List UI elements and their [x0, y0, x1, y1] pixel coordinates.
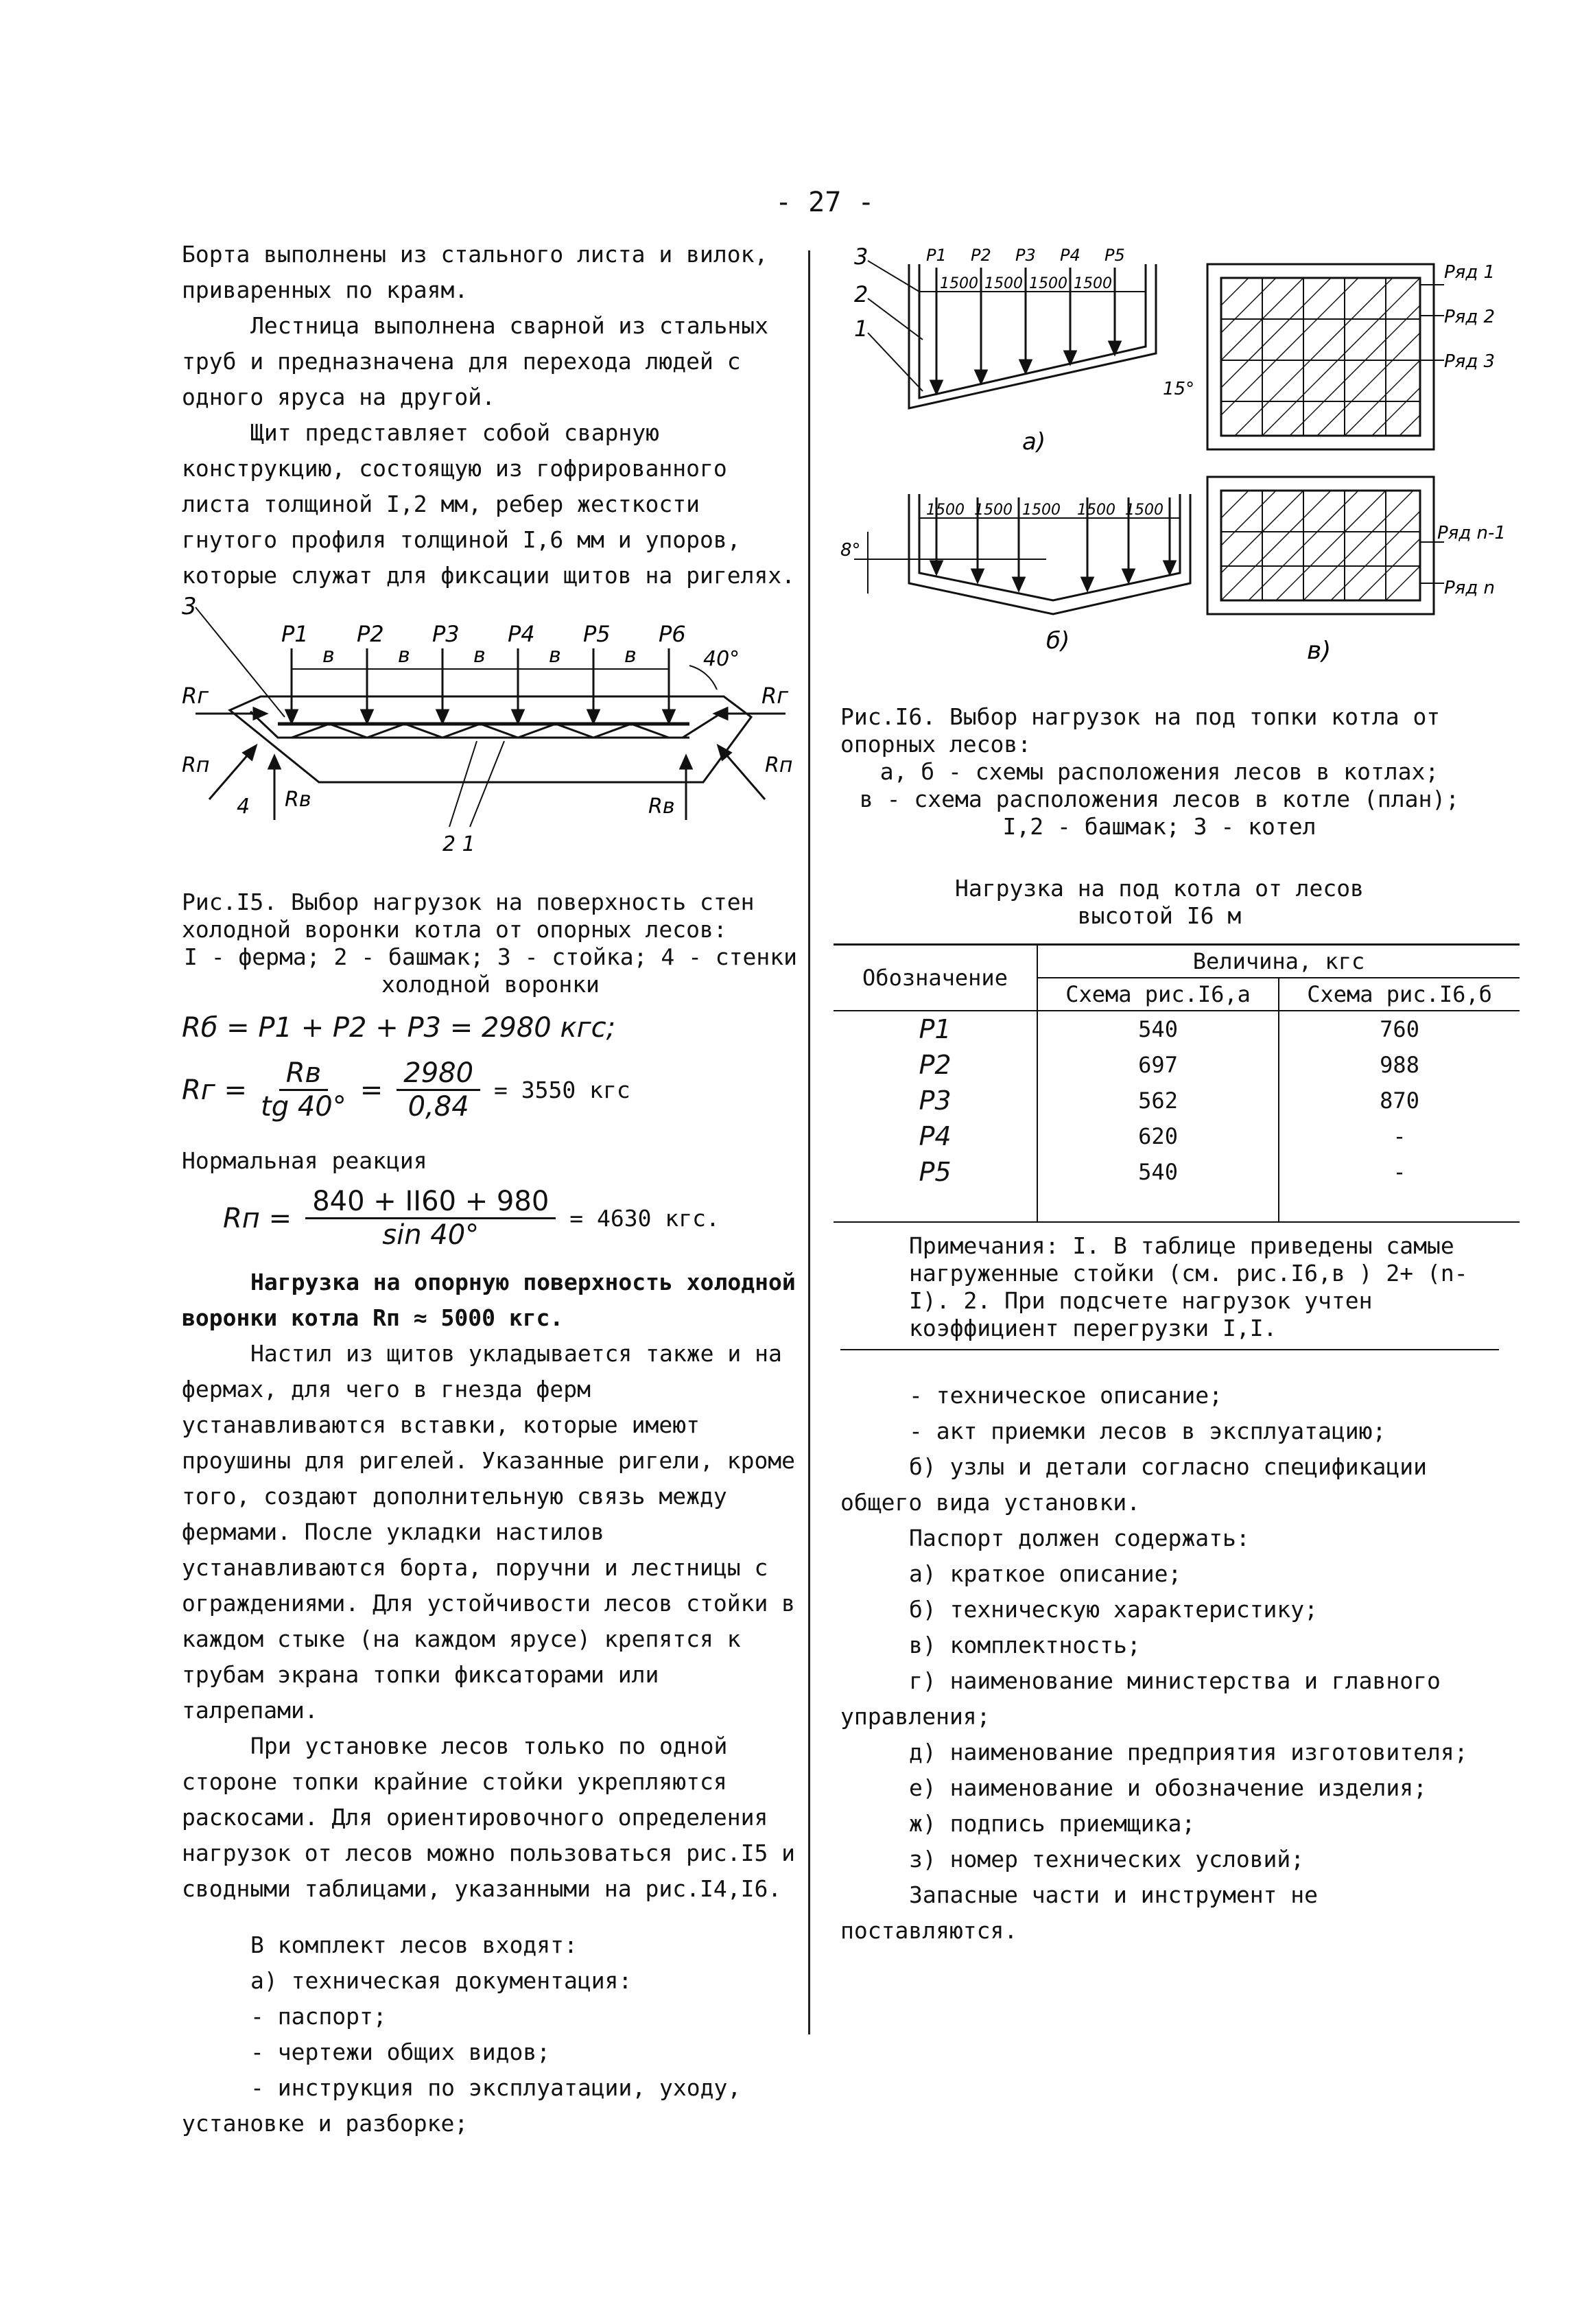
figure-16-legend-parts: I,2 - башмак; 3 - котел [1002, 813, 1316, 840]
table-note: Примечания: I. В таблице приведены самые нагруженные стойки (см. рис.I6,в ) 2+ (n-I). 2. При подсчете нагрузок учтен коэффициент перегрузки I,I. [840, 1232, 1499, 1350]
paragraph-ladder: Лестница выполнена сварной из стальных труб и предназначена для перехода людей с одного яруса на другой. [182, 312, 768, 410]
fig16-label-2: 2 [854, 281, 869, 307]
fig16-sub-b: б) [1046, 627, 1070, 655]
figure-16-legend-ab: а, б - схемы расположения лесов в котлах; [879, 758, 1439, 785]
kit-item-a: а) техническая документация: [250, 1967, 633, 1994]
fig16-label-3: 3 [854, 244, 869, 270]
label-p3: P3 [432, 621, 460, 647]
fig16-dim-b3: 1500 [1022, 502, 1061, 519]
passport-item-f: е) наименование и обозначение изделия; [909, 1774, 1427, 1801]
formula-rg: Rг = Rв tg 40° = $\frac{2980}{0,84}$ = 3550 кгс [182, 1057, 630, 1123]
paragraph-one-side: При установке лесов только по одной стороне топки крайние стойки укрепляются раскосами. Для ориентировочного определения нагрузок от лесов можно пользоваться рис.I5 и сводными таблицами, указанными на рис.I4,I6. [182, 1733, 796, 1902]
table-subtitle: высотой I6 м [1077, 902, 1242, 929]
row-value-b: 988 [1380, 1052, 1419, 1078]
passport-item-g: ж) подпись приемщика; [909, 1810, 1196, 1837]
right-column [840, 237, 1506, 1949]
kit-item-a1: - паспорт; [250, 2003, 387, 2030]
fig16-label-1: 1 [854, 316, 869, 342]
truss-web [292, 724, 669, 738]
fig16-p1: P1 [926, 246, 947, 265]
header-value: Величина, кгс [1037, 945, 1520, 978]
normal-reaction-label: Нормальная реакция [182, 1147, 427, 1174]
label-p6: P6 [659, 621, 686, 647]
fig16-p3: P3 [1015, 246, 1036, 265]
fraction-3-num: 840 + II60 + 980 [305, 1186, 556, 1219]
passport-item-h: з) номер технических условий; [909, 1846, 1305, 1873]
figure-15-caption: Рис.I5. Выбор нагрузок на поверхность стен холодной воронки котла от опорных лесов: [182, 889, 755, 943]
row-name: P5 [834, 1154, 1037, 1222]
figure-16-caption: Рис.I6. Выбор нагрузок на под топки котла от опорных лесов: [840, 703, 1441, 758]
row-value-b: 870 [1380, 1088, 1419, 1114]
label-b-3: в [473, 644, 486, 668]
figure-16-diagram [840, 237, 1506, 690]
passport-item-d: г) наименование министерства и главного управления; [840, 1667, 1441, 1730]
kit-item-a3: - инструкция по эксплуатации, уходу, установке и разборке; [182, 2074, 742, 2137]
table-row [834, 1118, 1520, 1154]
kit-item-a2: - чертежи общих видов; [250, 2039, 551, 2065]
fig16-row-n: Ряд n [1444, 578, 1496, 598]
label-b-2: в [398, 644, 410, 668]
fraction-2-num: 2980 [397, 1057, 480, 1091]
row-value-b: - [1393, 1159, 1406, 1185]
fraction-1-num: Rв [279, 1057, 328, 1091]
row-value-a: 620 [1037, 1118, 1279, 1154]
paragraph-deck: Настил из щитов укладывается также и на фермах, для чего в гнезда ферм устанавливаются вставки, которые имеют проушины для ригелей. Указанные ригели, кроме того, создают дополнительную связь между фермами. После укладки настилов устанавливаются борта, поручни и лестницы с ограждениями. Для устойчивости лесов стойки в каждом стыке (на каждом ярусе) крепятся к трубам экрана топки фиксаторами или талрепами. [182, 1340, 796, 1724]
row-value-b: - [1393, 1123, 1406, 1149]
label-rn-left: Rп [182, 753, 210, 777]
label-4: 4 [237, 795, 250, 819]
row-value-a: 562 [1037, 1083, 1279, 1118]
fig16-dim-2: 1500 [984, 275, 1023, 292]
passport-item-c: в) комплектность; [909, 1632, 1141, 1658]
label-rn-right: Rп [765, 753, 793, 777]
label-p5: P5 [583, 621, 611, 647]
label-rb-left: Rв [285, 788, 311, 812]
fig16-p2: P2 [971, 246, 991, 265]
fraction-2 [397, 1057, 480, 1123]
table-row [834, 1154, 1520, 1222]
table-title: Нагрузка на под котла от лесов [954, 875, 1365, 902]
fig16-dim-1: 1500 [940, 275, 978, 292]
label-p2: P2 [357, 621, 384, 647]
list-units-details: б) узлы и детали согласно спецификации общего вида установки. [840, 1453, 1427, 1516]
label-rg-left: Rг [182, 683, 209, 709]
passport-item-b: б) техническую характеристику; [909, 1596, 1319, 1623]
table-row [834, 1083, 1520, 1118]
page-number: - 27 - [775, 187, 875, 218]
list-tech-description: - техническое описание; [909, 1382, 1222, 1409]
row-value-a: 540 [1037, 1011, 1279, 1047]
label-b-1: в [322, 644, 335, 668]
passport-item-a: а) краткое описание; [909, 1560, 1182, 1587]
fig16-p4: P4 [1060, 246, 1080, 265]
column-divider [808, 250, 810, 2034]
formula-rn [223, 1186, 799, 1251]
fig16-row2: Ряд 2 [1444, 307, 1496, 327]
label-3: 3 [182, 593, 197, 620]
label-b-4: в [549, 644, 561, 668]
fig16-sub-c: в) [1307, 637, 1332, 665]
fig16-dim-b1: 1500 [926, 502, 965, 519]
fig16-dim-b2: 1500 [974, 502, 1013, 519]
figure-16-legend-c: в - схема расположения лесов в котле (план); [859, 786, 1460, 812]
formula-rg-result: = 3550 кгс [494, 1076, 630, 1103]
fig16-row1: Ряд 1 [1444, 262, 1496, 283]
paragraph-load: Нагрузка на опорную поверхность холодной воронки котла Rп ≈ 5000 кгс. [182, 1269, 796, 1331]
paragraph-shield: Щит представляет собой сварную конструкцию, состоящую из гофрированного листа толщиной I,2 мм, ребер жесткости гнутого профиля толщиной I,6 мм и упоров, которые служат для фиксации щитов на ригелях. [182, 419, 796, 589]
fig16-p5: P5 [1105, 246, 1125, 265]
fig16-row3: Ряд 3 [1444, 351, 1496, 372]
list-acceptance-act: - акт приемки лесов в эксплуатацию; [909, 1418, 1386, 1444]
row-name: P1 [834, 1011, 1037, 1047]
formula-rg-lhs: Rг = [182, 1074, 248, 1106]
label-b-5: в [624, 644, 637, 668]
fraction-3 [305, 1186, 556, 1251]
row-name: P2 [834, 1047, 1037, 1083]
label-p4: P4 [508, 621, 535, 647]
row-name: P3 [834, 1083, 1037, 1118]
header-designation: Обозначение [834, 945, 1037, 1011]
fraction-2-den: 0,84 [407, 1091, 469, 1123]
paragraph-sides: Борта выполнены из стального листа и вилок, приваренных по краям. [182, 241, 768, 303]
spare-parts: Запасные части и инструмент не поставляются. [840, 1881, 1319, 1944]
formula-rn-result: = 4630 кгс. [569, 1204, 720, 1232]
fig16-dim-3: 1500 [1029, 275, 1067, 292]
figure-15-legend: I - ферма; 2 - башмак; 3 - стойка; 4 - стенки холодной воронки [183, 943, 798, 998]
fig16-sub-a: а) [1022, 428, 1046, 456]
formula-rb: Rб = P1 + P2 + P3 = 2980 кгс; [182, 1012, 616, 1044]
formula-rn-lhs: Rп = [223, 1202, 292, 1234]
row-value-a: 540 [1037, 1154, 1279, 1222]
fig16-dim-b5: 1500 [1125, 502, 1164, 519]
label-rb-right: Rв [648, 795, 675, 819]
table-row [834, 1011, 1520, 1047]
row-value-b: 760 [1380, 1016, 1419, 1042]
fig16-angle-8: 8° [840, 540, 861, 561]
label-angle-40: 40° [703, 647, 740, 671]
label-p1: P1 [281, 621, 309, 647]
row-name: P4 [834, 1118, 1037, 1154]
header-scheme-a: Схема рис.I6,а [1037, 978, 1279, 1011]
fraction-1-den: tg 40° [261, 1091, 346, 1123]
figure-15-diagram [182, 593, 799, 889]
fig16-angle-15: 15° [1163, 379, 1195, 399]
label-2-1: 2 1 [442, 832, 475, 856]
header-scheme-b: Схема рис.I6,б [1307, 981, 1492, 1007]
fraction-1 [261, 1057, 346, 1123]
fig16-dim-b4: 1500 [1077, 502, 1115, 519]
fraction-3-den: sin 40° [382, 1219, 480, 1251]
left-column [182, 237, 799, 2141]
passport-item-e: д) наименование предприятия изготовителя; [909, 1739, 1468, 1765]
label-rg-right: Rг [761, 683, 789, 709]
right-list [840, 1378, 1478, 1949]
load-table [834, 943, 1520, 1223]
fig16-row-n1: Ряд n-1 [1437, 523, 1506, 543]
fig16-dim-4: 1500 [1074, 275, 1112, 292]
passport-intro: Паспорт должен содержать: [909, 1525, 1250, 1551]
row-value-a: 697 [1037, 1047, 1279, 1083]
table-row [834, 1047, 1520, 1083]
kit-intro: В комплект лесов входят: [250, 1932, 578, 1958]
